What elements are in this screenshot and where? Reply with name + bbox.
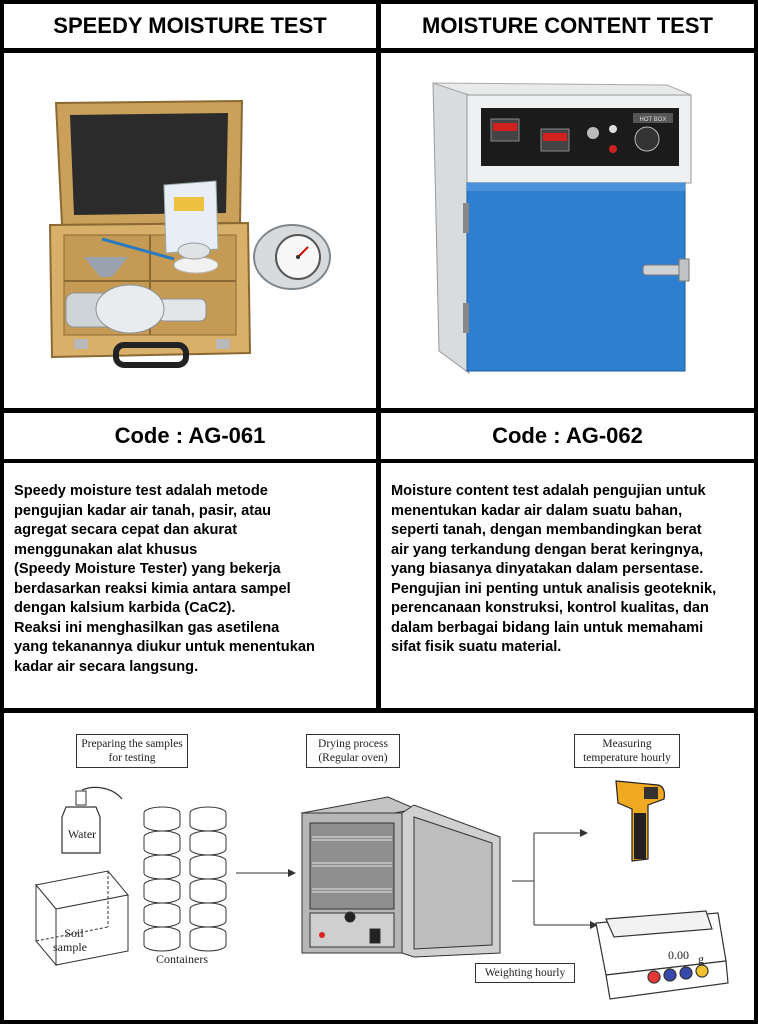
step-prepare-line2: for testing — [108, 752, 156, 764]
speedy-desc-line: agregat secara cepat dan akurat — [14, 522, 238, 538]
speedy-title — [4, 4, 376, 48]
soil-label-line1: Soil — [64, 926, 84, 940]
speedy-desc-line: Reaksi ini menghasilkan gas asetilena — [14, 619, 280, 636]
speedy-code-text: Code : AG-061 — [114, 423, 266, 448]
soil-label-line2: sample — [53, 940, 87, 954]
speedy-desc-line: (Speedy Moisture Tester) yang bekerja — [14, 561, 281, 577]
moisture-desc-line: Pengujian ini penting untuk analisis geoteknik, — [391, 580, 717, 597]
laboratory-oven-image — [381, 53, 754, 408]
moisture-title-text: MOISTURE CONTENT TEST — [422, 13, 713, 38]
speedy-description — [4, 463, 376, 708]
speedy-desc-line: Speedy moisture test adalah metode — [14, 483, 268, 499]
moisture-desc-line: Moisture content test adalah pengujian untuk — [391, 483, 706, 499]
speedy-code — [4, 413, 376, 459]
moisture-desc-line: air yang terkandung dengan berat keringnya, — [391, 541, 704, 558]
step-measure-line1: Measuring — [602, 738, 652, 750]
step-drying-line1: Drying process — [318, 738, 388, 750]
moisture-code — [381, 413, 754, 459]
step-measure-line2: temperature hourly — [583, 752, 671, 764]
speedy-desc-line: yang tekanannya diukur untuk menentukan — [14, 639, 315, 655]
weighing-scale-icon — [596, 911, 728, 999]
step-drying-line2: (Regular oven) — [318, 752, 388, 764]
water-bottle-icon — [62, 787, 122, 853]
speedy-desc-line: kadar air secara langsung. — [14, 658, 199, 675]
step-weigh-text: Weighting hourly — [484, 967, 566, 979]
oven-image-panel — [381, 53, 754, 408]
process-diagram — [4, 713, 754, 1020]
speedy-desc-line: dengan kalsium karbida (CaC2). — [14, 600, 236, 616]
process-illustration — [4, 713, 754, 1020]
scale-readout: 0.00 — [668, 948, 689, 962]
moisture-desc-line: seperti tanah, dengan membandingkan berat — [391, 522, 702, 538]
moisture-code-text: Code : AG-062 — [492, 423, 643, 448]
speedy-moisture-kit-image — [4, 53, 376, 408]
moisture-desc-line: yang biasanya dinyatakan dalam persentase. — [391, 561, 704, 577]
ir-thermometer-icon — [616, 781, 664, 861]
drying-oven-icon — [302, 797, 500, 957]
containers-label: Containers — [156, 952, 208, 966]
containers-icon — [144, 807, 226, 951]
water-label: Water — [67, 827, 97, 841]
moisture-desc-line: sifat fisik suatu material. — [391, 639, 562, 655]
moisture-title — [381, 4, 754, 48]
speedy-image-panel — [4, 53, 376, 408]
scale-unit: g — [698, 952, 704, 966]
moisture-desc-line: dalam berbagai bidang lain untuk memahami — [391, 619, 704, 636]
oven-panel-label: HOT BOX — [639, 117, 667, 123]
moisture-desc-line: menentukan kadar air dalam suatu bahan, — [391, 502, 683, 519]
speedy-title-text: SPEEDY MOISTURE TEST — [53, 13, 327, 38]
speedy-desc-line: menggunakan alat khusus — [14, 541, 198, 558]
soil-sample-box-icon — [36, 871, 128, 965]
speedy-desc-line: pengujian kadar air tanah, pasir, atau — [14, 502, 272, 519]
moisture-desc-line: perencanaan konstruksi, kontrol kualitas, dan — [391, 600, 709, 616]
speedy-desc-line: berdasarkan reaksi kimia antara sampel — [14, 580, 291, 597]
moisture-description — [381, 463, 754, 708]
step-prepare-line1: Preparing the samples — [81, 738, 183, 750]
